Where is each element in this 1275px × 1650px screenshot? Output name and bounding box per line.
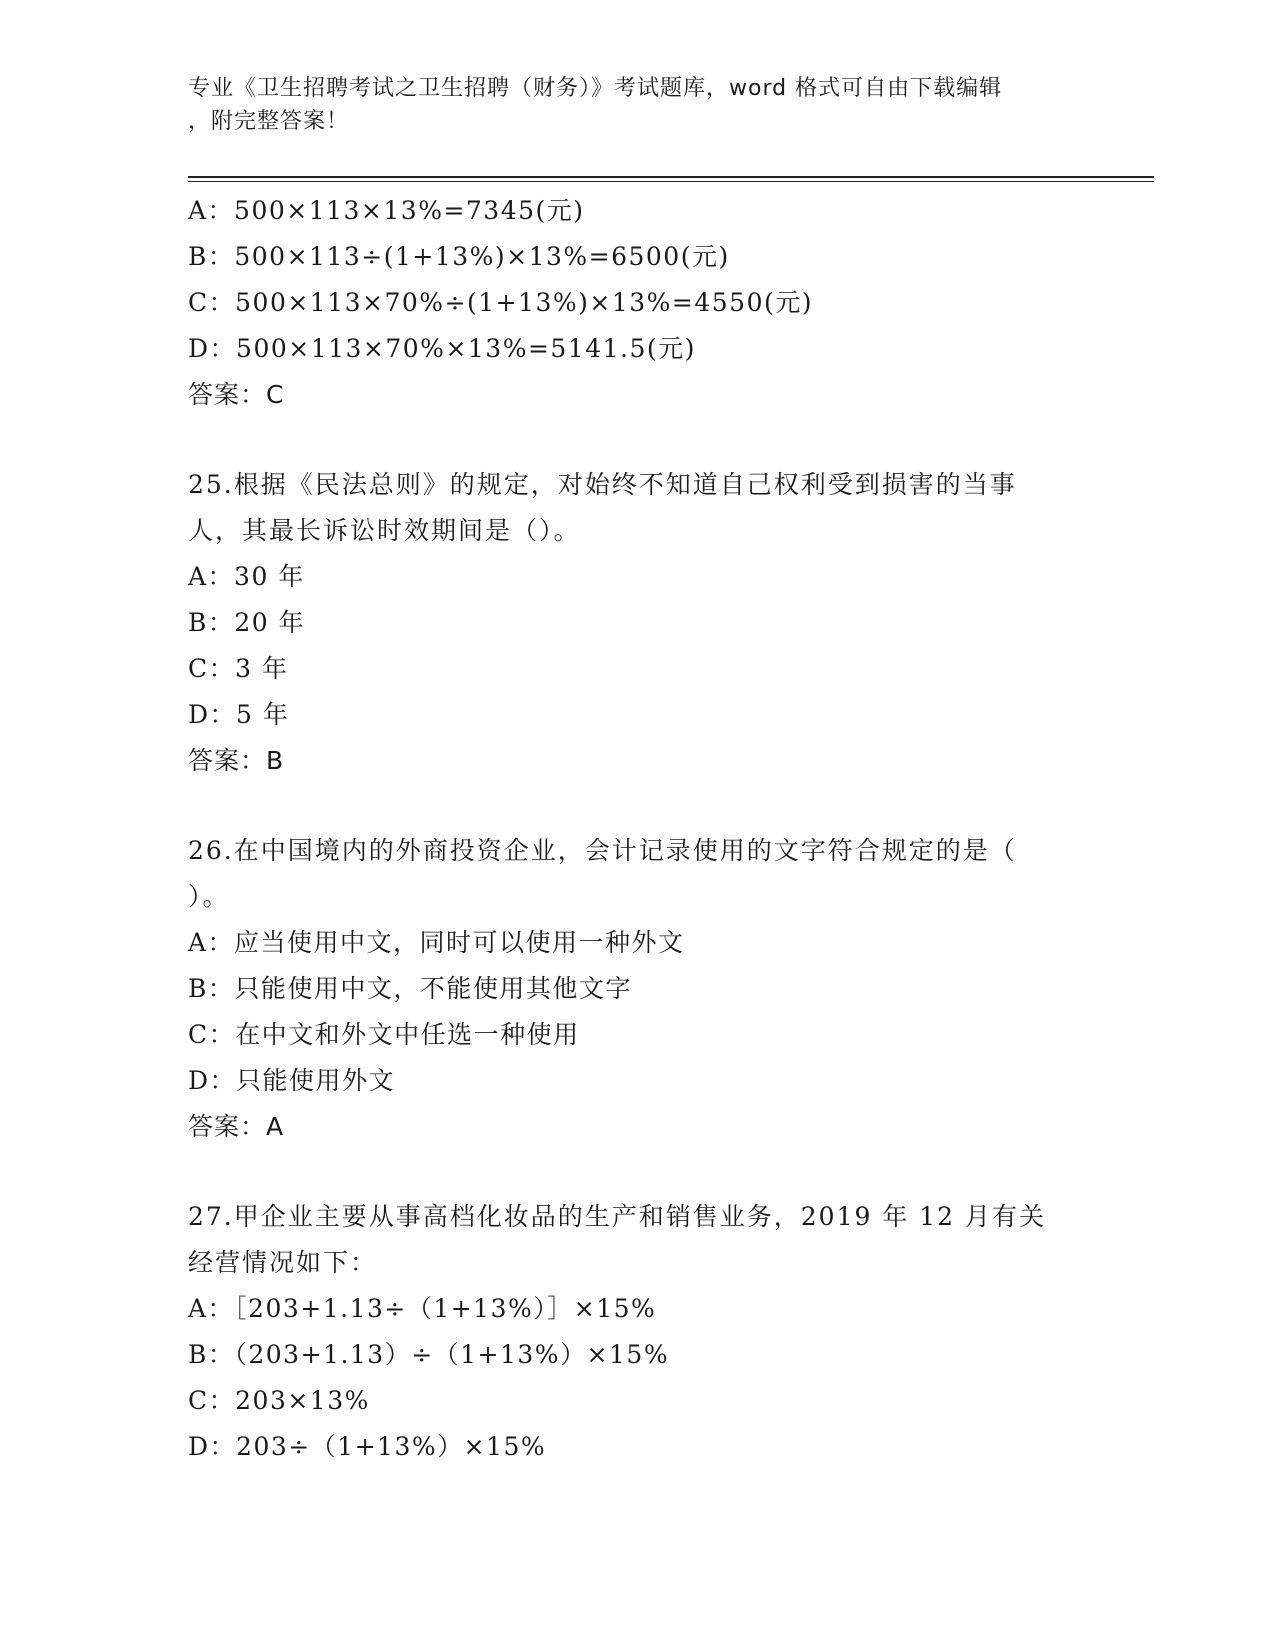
header-divider-thick (188, 176, 1154, 178)
question-25-block (188, 462, 1088, 784)
header-line-1: 专业《卫生招聘考试之卫生招聘（财务）》考试题库，word 格式可自由下载编辑 (188, 76, 1003, 101)
option-a: A：500×113×13%=7345(元) (188, 196, 585, 225)
question-list (188, 188, 1088, 1470)
option-c: C：500×113×70%÷(1+13%)×13%=4550(元) (188, 288, 813, 317)
answer-line: 答案：A (188, 1112, 285, 1141)
spacer (188, 1150, 1088, 1194)
option-a: A：应当使用中文，同时可以使用一种外文 (188, 928, 685, 957)
option-c: C：3 年 (188, 654, 289, 683)
answer-line: 答案：B (188, 746, 285, 775)
document-header (188, 72, 1088, 138)
question-text-line-2: 经营情况如下： (188, 1248, 378, 1277)
question-24-block (188, 188, 1088, 418)
option-b: B：20 年 (188, 608, 306, 637)
option-b: B：500×113÷(1+13%)×13%=6500(元) (188, 242, 730, 271)
option-b: B：（203+1.13）÷（1+13%）×15% (188, 1340, 670, 1369)
question-text-line-1: 25.根据《民法总则》的规定，对始终不知道自己权利受到损害的当事 (188, 470, 1017, 499)
option-c: C：203×13% (188, 1386, 370, 1415)
spacer (188, 784, 1088, 828)
answer-line: 答案：C (188, 380, 285, 409)
option-d: D：203÷（1+13%）×15% (188, 1432, 547, 1461)
header-divider-thin (188, 181, 1154, 182)
option-d: D：500×113×70%×13%=5141.5(元) (188, 334, 696, 363)
question-text-line-1: 26.在中国境内的外商投资企业，会计记录使用的文字符合规定的是（ (188, 836, 1017, 865)
option-a: A：［203+1.13÷（1+13%）］×15% (188, 1294, 657, 1323)
spacer (188, 418, 1088, 462)
option-c: C：在中文和外文中任选一种使用 (188, 1020, 580, 1049)
question-text-line-1: 27.甲企业主要从事高档化妆品的生产和销售业务，2019 年 12 月有关 (188, 1202, 1047, 1231)
question-27-block (188, 1194, 1088, 1470)
question-text-line-2: ）。 (188, 882, 230, 911)
header-line-2: ，附完整答案！ (188, 109, 350, 134)
option-d: D：5 年 (188, 700, 290, 729)
option-b: B：只能使用中文，不能使用其他文字 (188, 974, 632, 1003)
question-26-block (188, 828, 1088, 1150)
question-text-line-2: 人，其最长诉讼时效期间是（）。 (188, 516, 581, 545)
option-d: D：只能使用外文 (188, 1066, 396, 1095)
option-a: A：30 年 (188, 562, 305, 591)
